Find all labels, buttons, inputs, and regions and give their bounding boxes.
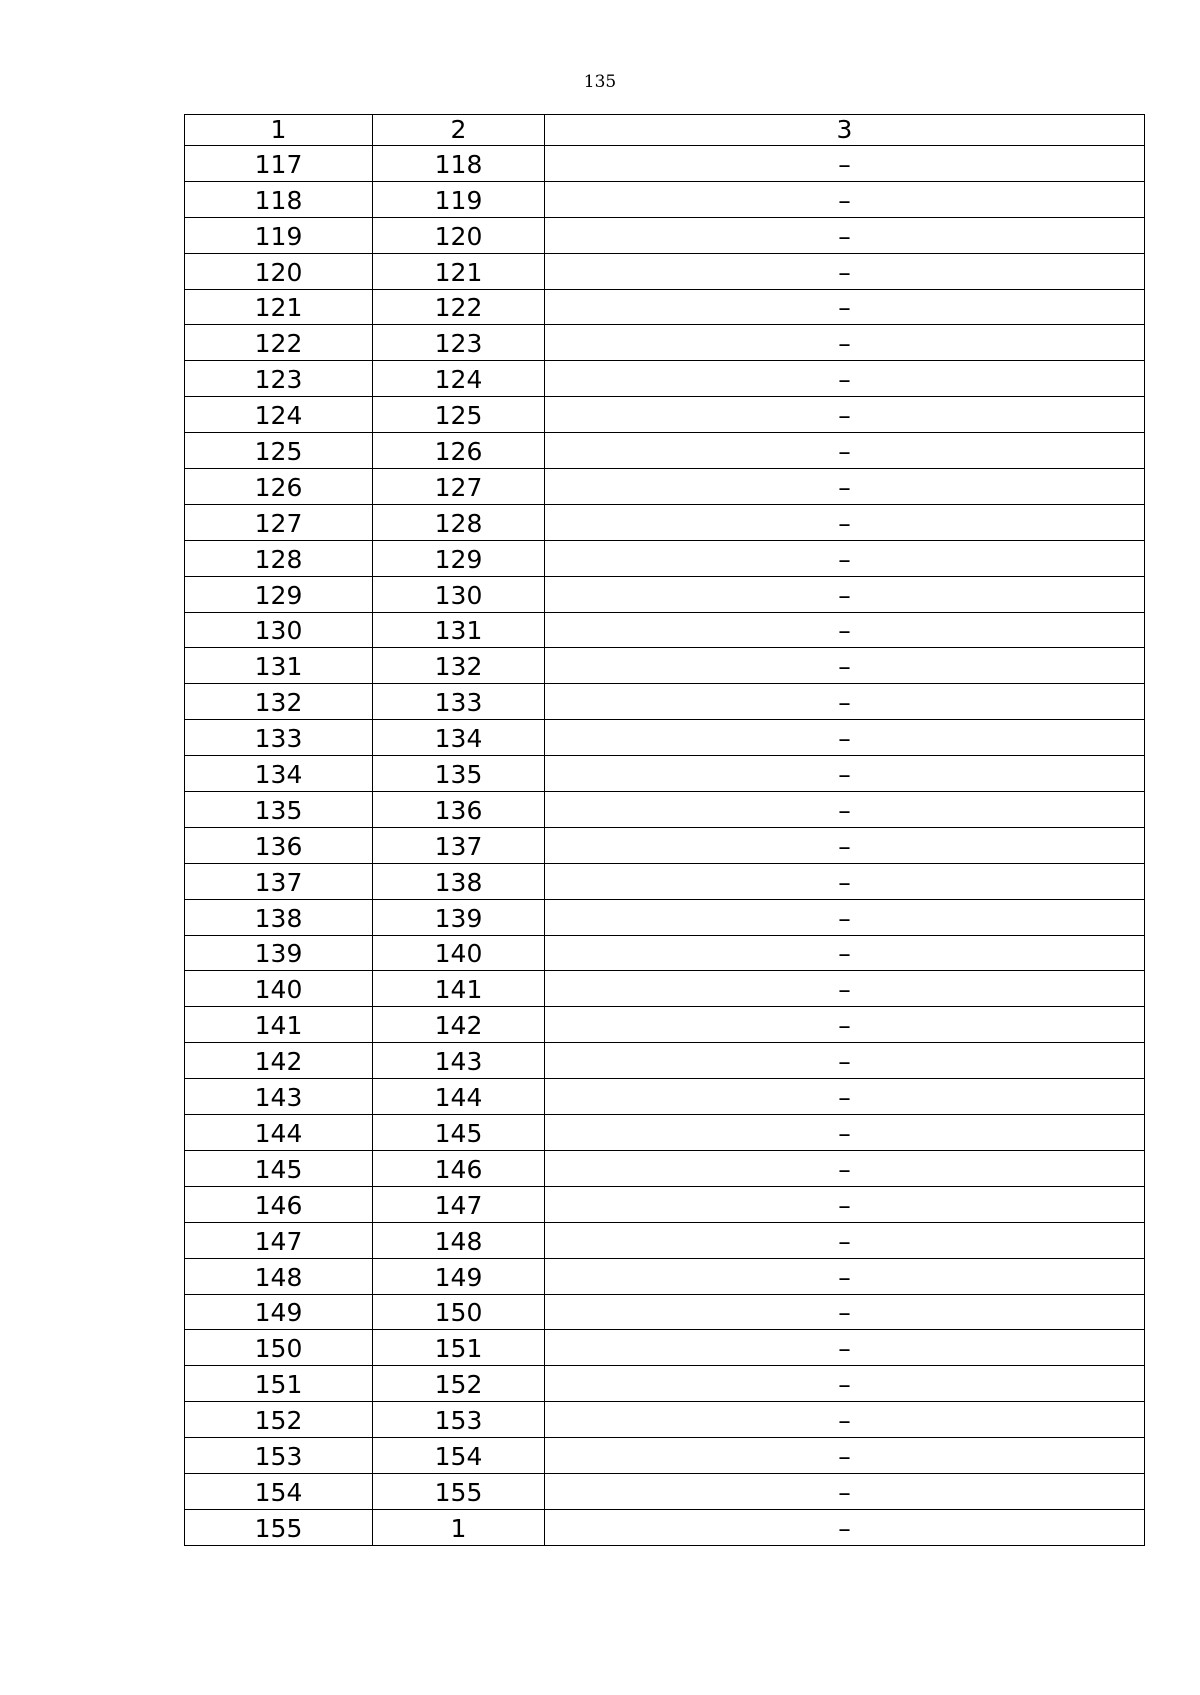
- table-cell-col-2: 144: [373, 1079, 545, 1115]
- table-cell-col-1: 132: [185, 684, 373, 720]
- table-cell-col-1: 127: [185, 504, 373, 540]
- table-cell-col-2: 148: [373, 1222, 545, 1258]
- table-cell-col-1: 149: [185, 1294, 373, 1330]
- table-row: [185, 540, 1145, 576]
- table-cell-col-1: 118: [185, 181, 373, 217]
- table-cell-col-3: –: [545, 1473, 1145, 1509]
- table-cell-col-2: 128: [373, 504, 545, 540]
- table-cell-col-2: 132: [373, 648, 545, 684]
- table-cell-col-3: –: [545, 792, 1145, 828]
- table-cell-col-1: 121: [185, 289, 373, 325]
- table-cell-col-2: 125: [373, 397, 545, 433]
- table-cell-col-1: 133: [185, 720, 373, 756]
- table-row: [185, 289, 1145, 325]
- table-row: [185, 1294, 1145, 1330]
- table-cell-col-2: 155: [373, 1473, 545, 1509]
- table-row: [185, 1222, 1145, 1258]
- table-cell-col-2: 123: [373, 325, 545, 361]
- table-cell-col-2: 136: [373, 792, 545, 828]
- table-cell-col-3: –: [545, 1043, 1145, 1079]
- table-cell-col-1: 134: [185, 756, 373, 792]
- table-cell-col-2: 121: [373, 253, 545, 289]
- page-number: 135: [583, 72, 617, 92]
- table-row: [185, 361, 1145, 397]
- table-cell-col-3: –: [545, 181, 1145, 217]
- table-row: [185, 1330, 1145, 1366]
- table-cell-col-1: 152: [185, 1402, 373, 1438]
- table-row: [185, 720, 1145, 756]
- table-cell-col-2: 130: [373, 576, 545, 612]
- table-row: [185, 1150, 1145, 1186]
- table-row: [185, 756, 1145, 792]
- table-cell-col-3: –: [545, 1079, 1145, 1115]
- table-cell-col-2: 124: [373, 361, 545, 397]
- table-cell-col-1: 129: [185, 576, 373, 612]
- table-cell-col-1: 128: [185, 540, 373, 576]
- table-cell-col-3: –: [545, 612, 1145, 648]
- table-cell-col-3: –: [545, 325, 1145, 361]
- table-cell-col-3: –: [545, 756, 1145, 792]
- table-cell-col-2: 141: [373, 971, 545, 1007]
- table-row: [185, 1438, 1145, 1474]
- table-row: [185, 827, 1145, 863]
- table-cell-col-3: –: [545, 1258, 1145, 1294]
- table-cell-col-2: 129: [373, 540, 545, 576]
- table-cell-col-3: –: [545, 504, 1145, 540]
- table-cell-col-1: 135: [185, 792, 373, 828]
- table-header-row: [185, 115, 1145, 146]
- table-cell-col-1: 117: [185, 146, 373, 182]
- table-row: [185, 1043, 1145, 1079]
- table-row: [185, 792, 1145, 828]
- table-cell-col-2: 122: [373, 289, 545, 325]
- table-row: [185, 1258, 1145, 1294]
- table-cell-col-3: –: [545, 289, 1145, 325]
- table-cell-col-3: –: [545, 863, 1145, 899]
- column-header-2: 2: [373, 115, 545, 146]
- table-cell-col-2: 149: [373, 1258, 545, 1294]
- table-cell-col-3: –: [545, 146, 1145, 182]
- table-row: [185, 1366, 1145, 1402]
- data-table: [184, 114, 1145, 1546]
- table-cell-col-3: –: [545, 1402, 1145, 1438]
- table-cell-col-2: 126: [373, 433, 545, 469]
- table-row: [185, 1473, 1145, 1509]
- table-cell-col-3: –: [545, 397, 1145, 433]
- table-cell-col-1: 120: [185, 253, 373, 289]
- table-cell-col-2: 127: [373, 469, 545, 505]
- table-cell-col-1: 150: [185, 1330, 373, 1366]
- table-cell-col-2: 146: [373, 1150, 545, 1186]
- table-cell-col-2: 151: [373, 1330, 545, 1366]
- table-cell-col-2: 119: [373, 181, 545, 217]
- table-row: [185, 1007, 1145, 1043]
- table-cell-col-3: –: [545, 1438, 1145, 1474]
- table-row: [185, 1186, 1145, 1222]
- table-cell-col-2: 139: [373, 899, 545, 935]
- table-row: [185, 433, 1145, 469]
- table-cell-col-2: 143: [373, 1043, 545, 1079]
- table-cell-col-2: 135: [373, 756, 545, 792]
- table-row: [185, 325, 1145, 361]
- table-row: [185, 684, 1145, 720]
- table-cell-col-1: 131: [185, 648, 373, 684]
- column-header-3: 3: [545, 115, 1145, 146]
- table-row: [185, 253, 1145, 289]
- table-cell-col-3: –: [545, 1330, 1145, 1366]
- table-cell-col-1: 148: [185, 1258, 373, 1294]
- table-cell-col-3: –: [545, 935, 1145, 971]
- table-cell-col-1: 124: [185, 397, 373, 433]
- table-cell-col-1: 130: [185, 612, 373, 648]
- table-cell-col-3: –: [545, 1366, 1145, 1402]
- table-cell-col-3: –: [545, 827, 1145, 863]
- table-cell-col-1: 136: [185, 827, 373, 863]
- table-cell-col-1: 144: [185, 1115, 373, 1151]
- table-row: [185, 1115, 1145, 1151]
- table-cell-col-3: –: [545, 648, 1145, 684]
- table-cell-col-2: 133: [373, 684, 545, 720]
- table-cell-col-2: 147: [373, 1186, 545, 1222]
- table-cell-col-1: 138: [185, 899, 373, 935]
- table-row: [185, 612, 1145, 648]
- table-cell-col-1: 151: [185, 1366, 373, 1402]
- table-cell-col-1: 140: [185, 971, 373, 1007]
- table-row: [185, 1079, 1145, 1115]
- table-cell-col-2: 138: [373, 863, 545, 899]
- table-cell-col-1: 122: [185, 325, 373, 361]
- table-cell-col-2: 153: [373, 1402, 545, 1438]
- table-cell-col-2: 120: [373, 217, 545, 253]
- table-cell-col-2: 140: [373, 935, 545, 971]
- table-cell-col-3: –: [545, 361, 1145, 397]
- table-row: [185, 217, 1145, 253]
- table-cell-col-2: 134: [373, 720, 545, 756]
- table-cell-col-3: –: [545, 1150, 1145, 1186]
- table-cell-col-3: –: [545, 1294, 1145, 1330]
- table-cell-col-3: –: [545, 540, 1145, 576]
- table-cell-col-3: –: [545, 1186, 1145, 1222]
- table-row: [185, 576, 1145, 612]
- table-cell-col-1: 141: [185, 1007, 373, 1043]
- table-cell-col-1: 147: [185, 1222, 373, 1258]
- table-cell-col-1: 125: [185, 433, 373, 469]
- table-cell-col-2: 1: [373, 1509, 545, 1545]
- table-cell-col-3: –: [545, 971, 1145, 1007]
- table-row: [185, 935, 1145, 971]
- table-cell-col-3: –: [545, 253, 1145, 289]
- table-cell-col-1: 145: [185, 1150, 373, 1186]
- table-cell-col-1: 155: [185, 1509, 373, 1545]
- table-row: [185, 1509, 1145, 1545]
- table-cell-col-1: 146: [185, 1186, 373, 1222]
- table-row: [185, 971, 1145, 1007]
- table-row: [185, 863, 1145, 899]
- column-header-1: 1: [185, 115, 373, 146]
- table-cell-col-1: 153: [185, 1438, 373, 1474]
- table-cell-col-1: 119: [185, 217, 373, 253]
- table-row: [185, 181, 1145, 217]
- table-cell-col-1: 139: [185, 935, 373, 971]
- table-cell-col-3: –: [545, 1115, 1145, 1151]
- table-cell-col-2: 118: [373, 146, 545, 182]
- table-cell-col-1: 137: [185, 863, 373, 899]
- table-cell-col-2: 145: [373, 1115, 545, 1151]
- table-row: [185, 1402, 1145, 1438]
- table-cell-col-3: –: [545, 469, 1145, 505]
- table-cell-col-3: –: [545, 899, 1145, 935]
- table-cell-col-1: 143: [185, 1079, 373, 1115]
- table-cell-col-2: 152: [373, 1366, 545, 1402]
- table-cell-col-3: –: [545, 576, 1145, 612]
- table-cell-col-2: 142: [373, 1007, 545, 1043]
- table-cell-col-2: 150: [373, 1294, 545, 1330]
- table-row: [185, 146, 1145, 182]
- table-row: [185, 899, 1145, 935]
- table-cell-col-3: –: [545, 720, 1145, 756]
- table-cell-col-3: –: [545, 1007, 1145, 1043]
- table-cell-col-3: –: [545, 433, 1145, 469]
- table-cell-col-2: 131: [373, 612, 545, 648]
- table-body: [185, 115, 1145, 1546]
- table-cell-col-3: –: [545, 1222, 1145, 1258]
- table-row: [185, 469, 1145, 505]
- table-cell-col-1: 123: [185, 361, 373, 397]
- table-row: [185, 648, 1145, 684]
- table-row: [185, 504, 1145, 540]
- table-cell-col-1: 154: [185, 1473, 373, 1509]
- table-cell-col-3: –: [545, 684, 1145, 720]
- table-cell-col-1: 142: [185, 1043, 373, 1079]
- table-cell-col-3: –: [545, 217, 1145, 253]
- table-cell-col-2: 154: [373, 1438, 545, 1474]
- table-row: [185, 397, 1145, 433]
- table-cell-col-2: 137: [373, 827, 545, 863]
- table-cell-col-1: 126: [185, 469, 373, 505]
- table-cell-col-3: –: [545, 1509, 1145, 1545]
